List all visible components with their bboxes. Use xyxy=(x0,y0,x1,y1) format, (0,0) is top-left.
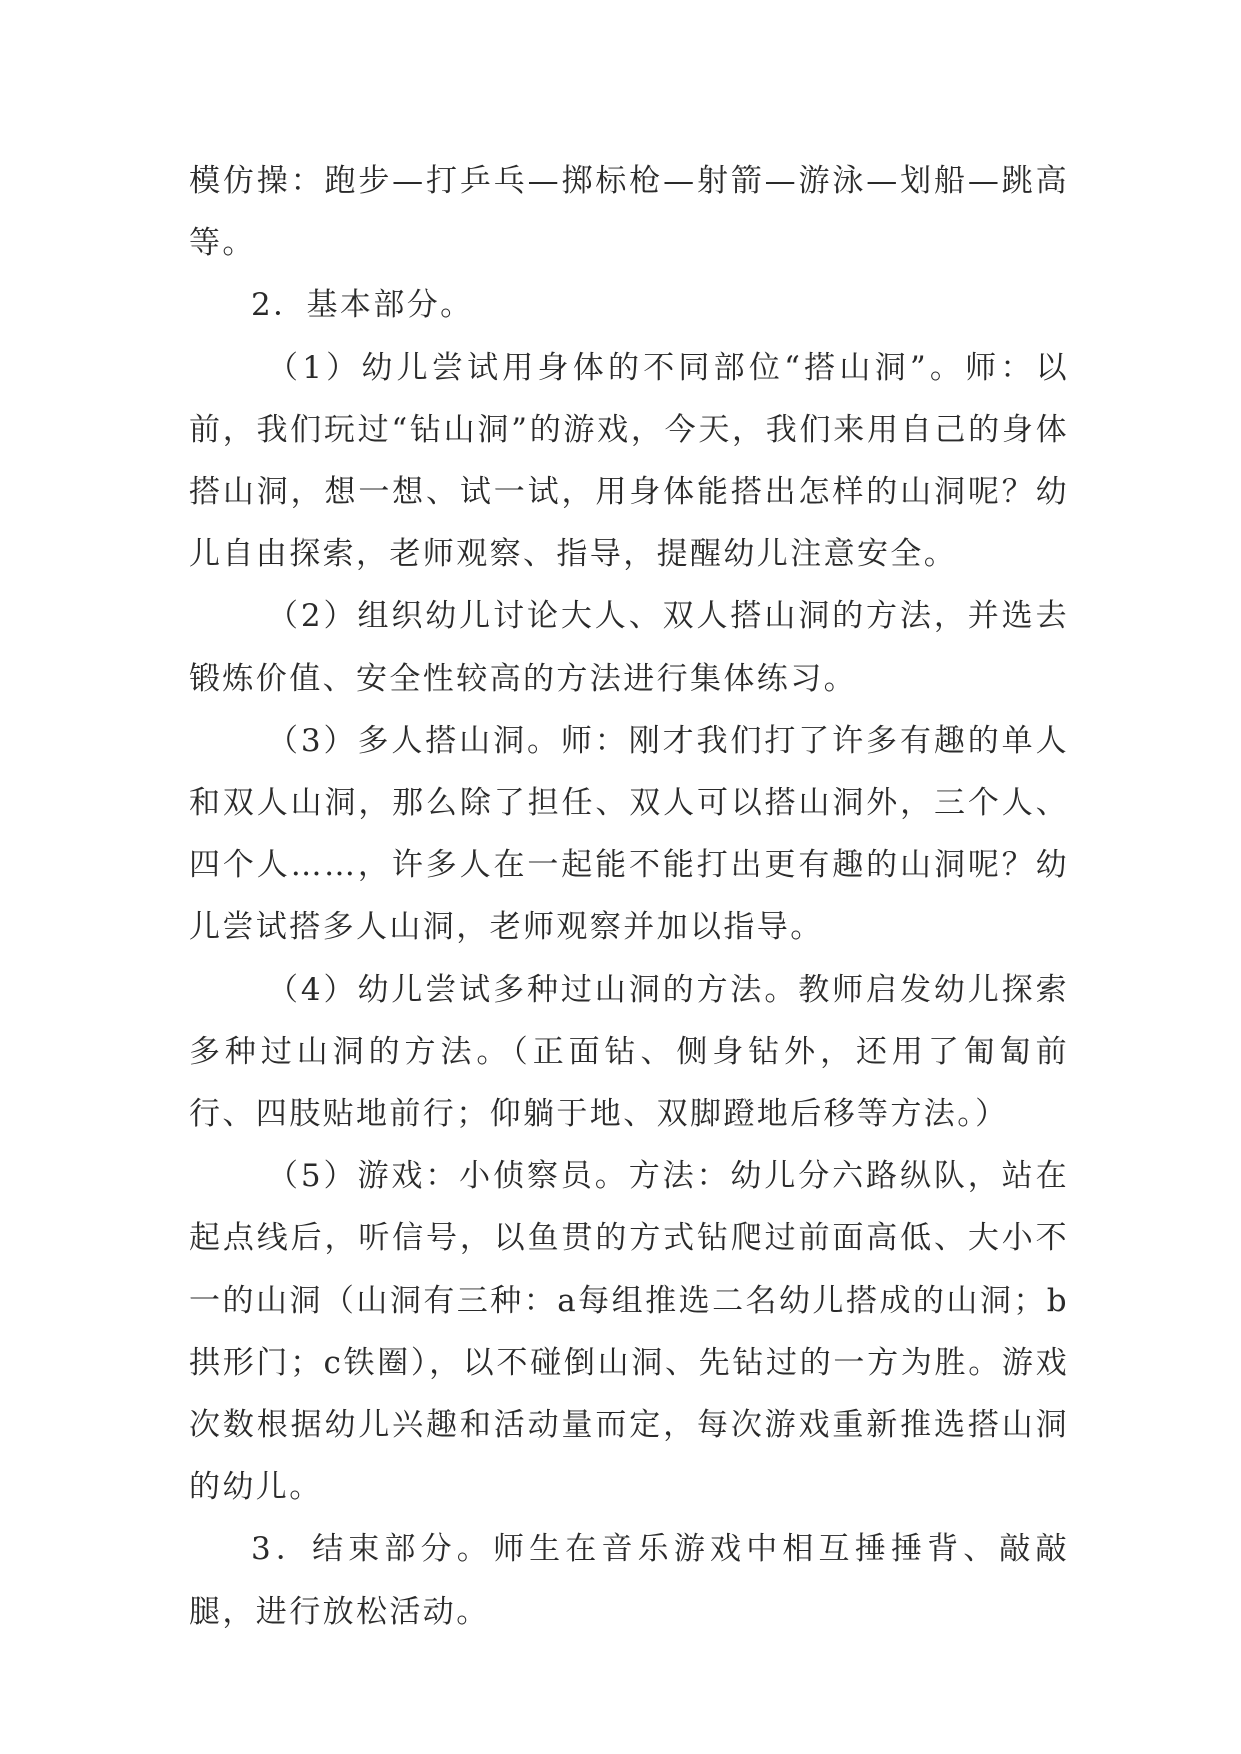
paragraph-step-1: （1）幼儿尝试用身体的不同部位“搭山洞”。师：以前，我们玩过“钻山洞”的游戏，今天，我们来用自己的身体搭山洞，想一想、试一试，用身体能搭出怎样的山洞呢？幼儿自由探索，老师观察、指导，提醒幼儿注意安全。 xyxy=(189,349,1069,573)
paragraph-step-3: （3）多人搭山洞。师：刚才我们打了许多有趣的单人和双人山洞，那么除了担任、双人可以搭山洞外，三个人、四个人……，许多人在一起能不能打出更有趣的山洞呢？幼儿尝试搭多人山洞，老师观察并加以指导。 xyxy=(189,722,1069,946)
heading-basic-part: 2．基本部分。 xyxy=(251,287,474,324)
paragraph-imitation-exercise: 模仿操：跑步—打乒乓—掷标枪—射箭—游泳—划船—跳高等。 xyxy=(189,163,1069,262)
paragraph-ending-part: 3．结束部分。师生在音乐游戏中相互捶捶背、敲敲腿，进行放松活动。 xyxy=(189,1531,1069,1630)
paragraph-step-4: （4）幼儿尝试多种过山洞的方法。教师启发幼儿探索多种过山洞的方法。（正面钻、侧身钻外，还用了匍匐前行、四肢贴地前行；仰躺于地、双脚蹬地后移等方法。） xyxy=(189,971,1069,1133)
paragraph-step-5: （5）游戏：小侦察员。方法：幼儿分六路纵队，站在起点线后，听信号，以鱼贯的方式钻爬过前面高低、大小不一的山洞（山洞有三种：a每组推选二名幼儿搭成的山洞；b拱形门；c铁圈），以不碰倒山洞、先钻过的一方为胜。游戏次数根据幼儿兴趣和活动量而定，每次游戏重新推选搭山洞的幼儿。 xyxy=(189,1158,1069,1506)
document-body xyxy=(189,150,1069,1643)
paragraph-step-2: （2）组织幼儿讨论大人、双人搭山洞的方法，并选去锻炼价值、安全性较高的方法进行集体练习。 xyxy=(189,598,1069,697)
